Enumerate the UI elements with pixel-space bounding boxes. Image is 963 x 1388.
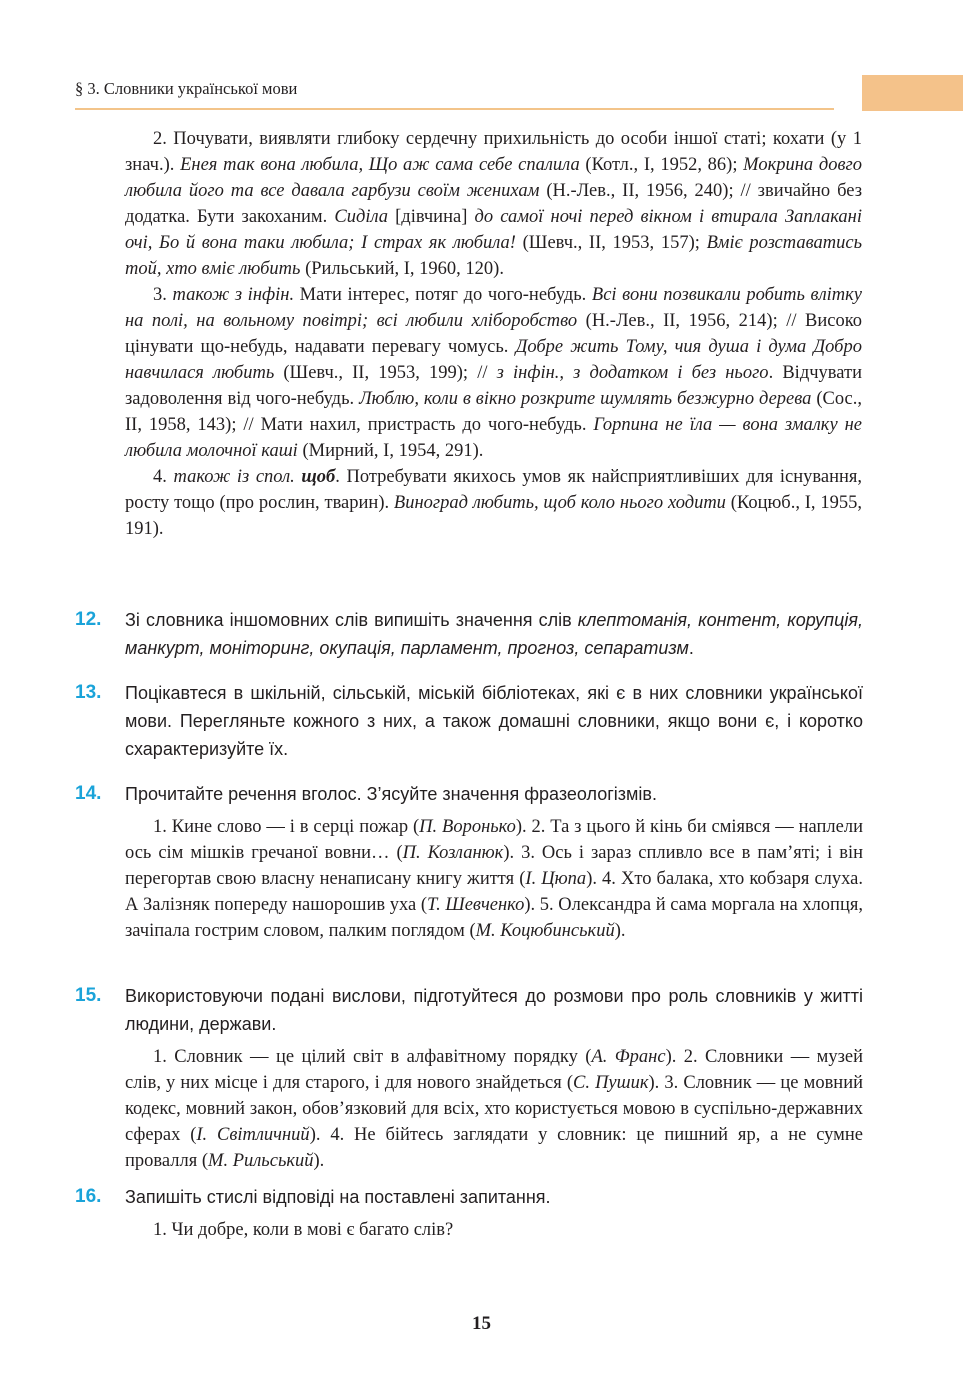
task-12 bbox=[75, 606, 863, 662]
task-text: Зі словника іншомовних слів випишіть значення слів клептоманія, контент, корупція, манкурт, моніторинг, окупація, парламент, прогноз, сепаратизм. bbox=[125, 610, 863, 658]
page-number: 15 bbox=[472, 1313, 491, 1334]
task-16 bbox=[75, 1183, 863, 1243]
task-example: 1. Чи добре, коли в мові є багато слів? bbox=[153, 1220, 454, 1240]
dict-sense-2: 2. Почувати, виявляти глибоку сердечну прихильність до особи іншої статі; кохати (у 1 знач.). Енея так вона любила, Що аж сама себе спалила (Котл., I, 1952, 86); Мокрина довго любила його та все давала гарбузи своїм женихам (Н.-Лев., II, 1956, 240); // звичайно без додатка. Бути закоханим. Сиділа [дівчина] до самої ночі перед вікном і втирала Заплакані очі, Бо й вона таки любила; І страх як любила! (Шевч., II, 1953, 157); Вміє розставатись той, хто вміє любить (Рильський, I, 1960, 120). bbox=[125, 129, 863, 279]
task-text: Використовуючи подані вислови, підготуйтеся до розмови про роль словників у житті людини, держави. bbox=[125, 986, 863, 1034]
task-example: 1. Кине слово — і в серці пожар (П. Воронько). 2. Та з цього й кінь би сміявся — наплели ось сім мішків гречаної вовни… (П. Козланюк). 3. Ось і зараз спливло все в пам’яті; і він перегортав свою власну ненаписану книгу життя (І. Цюпа). 4. Хто балака, хто кобзаря слуха. А Залізняк попереду нашорошив уха (Т. Шевченко). 5. Олександра й сама моргала на хлопця, зачіпала гострим словом, палким поглядом (М. Коцюбинський). bbox=[125, 817, 864, 941]
dictionary-entry bbox=[125, 126, 862, 542]
task-14 bbox=[75, 780, 863, 944]
task-example: 1. Словник — це цілий світ в алфавітному порядку (А. Франс). 2. Словники — музей слів, у них місце і для старого, і для нового знайдеться (С. Пушик). 3. Словник — це мовний кодекс, мовний закон, обов’язковий для всіх, хто користується мовою в суспільно-державних сферах (І. Світличний). 4. Не бійтесь заглядати у словник: це пишний яр, а не сумне провалля (М. Рильський). bbox=[125, 1047, 863, 1171]
task-number: 14. bbox=[75, 783, 102, 804]
task-number: 13. bbox=[75, 682, 102, 703]
task-number: 16. bbox=[75, 1186, 102, 1207]
task-13 bbox=[75, 679, 863, 763]
dict-sense-4: 4. також із спол. щоб. Потребувати якихось умов як найсприятливіших для існування, росту тощо (про рослин, тварин). Виноград любить, щоб коло нього ходити (Коцюб., I, 1955, 191). bbox=[125, 467, 863, 539]
header-rule bbox=[75, 108, 834, 110]
task-number: 15. bbox=[75, 985, 102, 1006]
task-text: Поцікавтеся в шкільній, сільській, міській бібліотеках, які є в них словники української мови. Перегляньте кожного з них, а також домашні словники, якщо вони є, і коротко схарактеризуйте їх. bbox=[125, 683, 863, 759]
task-text: Запишіть стислі відповіді на поставлені запитання. bbox=[125, 1187, 551, 1207]
dict-sense-3: 3. також з інфін. Мати інтерес, потяг до чого-небудь. Всі вони позвикали робить влітку на полі, на вольному повітрі; всі любили хліборобство (Н.-Лев., II, 1956, 214); // Високо цінувати що-небудь, надавати перевагу чомусь. Добре жить Тому, чия душа і дума Добро навчилася любить (Шевч., II, 1953, 199); // з інфін., з додатком і без нього. Відчувати задоволення від чого-небудь. Люблю, коли в вікно розкрите шумлять безжурно дерева (Сос., II, 1958, 143); // Мати нахил, пристрасть до чого-небудь. Горпина не їла — вона змалку не любила молочної каші (Мирний, I, 1954, 291). bbox=[125, 285, 863, 461]
running-header: § 3. Словники української мови bbox=[75, 79, 298, 98]
task-text: Прочитайте речення вголос. З’ясуйте значення фразеологізмів. bbox=[125, 784, 657, 804]
task-15 bbox=[75, 982, 863, 1174]
header-tab bbox=[862, 75, 963, 111]
task-number: 12. bbox=[75, 609, 102, 630]
